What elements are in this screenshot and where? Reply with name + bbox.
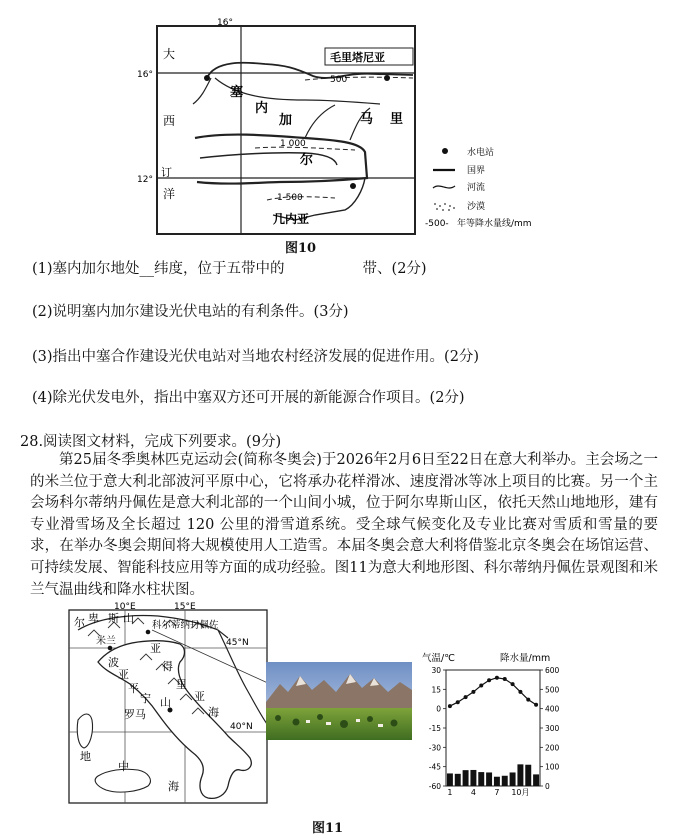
- label-alps-1: 尔: [74, 616, 85, 629]
- label-med-2: 中: [118, 760, 129, 773]
- temp-tick-label: -30: [428, 743, 441, 753]
- q28-material: [30, 450, 658, 601]
- temp-tick-label: 30: [431, 666, 441, 675]
- temp-line: [450, 678, 536, 706]
- precip-bar: [463, 770, 469, 786]
- lon-label-15e: 15°E: [174, 602, 196, 612]
- cortina-landscape-photo: [266, 662, 412, 740]
- temp-point: [464, 695, 468, 699]
- question-1: [32, 257, 427, 278]
- label-milan: 米兰: [96, 636, 116, 647]
- temp-point: [479, 683, 483, 687]
- isohyet-label-500: 500: [330, 75, 348, 85]
- precip-bar: [470, 770, 476, 786]
- precip-bar: [455, 774, 461, 786]
- precip-tick-label: 600: [545, 666, 560, 675]
- precip-bar: [525, 765, 531, 786]
- temp-tick-label: -15: [428, 724, 441, 733]
- label-senegal-2: 内: [255, 101, 269, 116]
- precip-tick-label: 400: [545, 704, 560, 714]
- legend-label-hydro: 水电站: [467, 148, 495, 158]
- question-1-part1: (1)塞内加尔地处__纬度，位于五带中的: [32, 261, 285, 277]
- month-tick-label: 4: [470, 788, 476, 797]
- legend-label-desert: 沙漠: [467, 202, 486, 212]
- temp-axis-label: 气温/℃: [422, 653, 455, 664]
- isohyet-icon: -500-: [425, 219, 449, 229]
- precip-tick-label: 300: [545, 724, 560, 733]
- temp-point: [518, 690, 522, 694]
- precip-tick-label: 200: [545, 743, 560, 753]
- question-1-part2: 带、(2分): [362, 261, 427, 277]
- temp-point: [456, 700, 460, 704]
- precip-bar: [533, 774, 539, 786]
- label-adriatic-3: 里: [176, 678, 187, 691]
- milan-climate-chart: [418, 648, 568, 798]
- temp-point: [526, 698, 530, 702]
- month-tick-label: 1: [447, 788, 453, 797]
- q28-header: 28.阅读图文材料，完成下列要求。(9分): [20, 434, 282, 450]
- senegal-map: [137, 18, 565, 235]
- temp-point: [495, 676, 499, 680]
- label-ocean-2: 西: [163, 114, 176, 128]
- lon-label-16: 16°: [217, 18, 233, 28]
- label-guinea: 几内亚: [273, 212, 310, 226]
- question-4: (4)除光伏发电外，指出中塞双方还可开展的新能源合作项目。(2分): [32, 390, 465, 406]
- label-adriatic-1: 亚: [150, 642, 161, 655]
- temp-point: [511, 682, 515, 686]
- label-gambia-frag: 订: [161, 166, 172, 179]
- legend-label-river: 河流: [467, 183, 486, 193]
- label-ocean-3: 洋: [163, 187, 176, 201]
- italy-map: [68, 600, 268, 805]
- legend-label-border: 国界: [467, 166, 486, 176]
- temp-tick-label: -45: [428, 762, 441, 772]
- label-med-1: 地: [80, 750, 91, 763]
- label-apennine-4: 山: [160, 696, 171, 709]
- label-senegal-4: 尔: [300, 153, 314, 168]
- month-tick-label: 10月: [511, 788, 530, 797]
- temp-tick-label: 15: [431, 685, 441, 695]
- lat-label-12: 12°: [137, 175, 153, 185]
- temp-point: [487, 678, 491, 682]
- temp-point: [471, 690, 475, 694]
- label-mauritania: 毛里塔尼亚: [330, 51, 385, 64]
- label-apennine-1: 亚: [118, 668, 129, 681]
- question-2: (2)说明塞内加尔建设光伏电站的有利条件。(3分): [32, 304, 349, 320]
- label-senegal-3: 加: [279, 113, 293, 128]
- temp-point: [503, 677, 507, 681]
- lat-label-40n: 40°N: [230, 722, 253, 732]
- precip-bar: [517, 764, 523, 786]
- label-apennine-3: 宁: [140, 692, 151, 705]
- label-adriatic-5: 海: [208, 706, 219, 719]
- label-rome: 罗马: [124, 708, 146, 721]
- precip-tick-label: 500: [545, 685, 560, 695]
- label-ocean-1: 大: [163, 47, 176, 61]
- temp-point: [534, 703, 538, 707]
- lon-label-10e: 10°E: [114, 602, 136, 612]
- legend-label-isohyet: 年等降水量线/mm: [457, 219, 532, 229]
- precip-bar: [447, 773, 453, 786]
- label-alps-4: 山: [123, 612, 134, 625]
- label-apennine-2: 平: [128, 682, 139, 695]
- climate-plot-area: [429, 666, 560, 797]
- dot-icon: [442, 148, 448, 154]
- temp-point: [448, 704, 452, 708]
- isohyet-label-1000: 1 000: [280, 139, 306, 149]
- precip-tick-label: 0: [545, 782, 550, 791]
- label-med-3: 海: [168, 780, 179, 793]
- label-mali-1: 马: [360, 112, 374, 127]
- lat-label-45n: 45°N: [226, 638, 249, 648]
- temp-tick-label: -60: [428, 782, 441, 791]
- label-adriatic-2: 得: [162, 660, 173, 673]
- precip-tick-label: 100: [545, 762, 560, 772]
- precip-bar: [478, 772, 484, 786]
- lat-label-16: 16°: [137, 70, 153, 80]
- precip-bar: [486, 772, 492, 786]
- precip-bar: [510, 772, 516, 786]
- label-alps-3: 斯: [108, 612, 119, 625]
- figure11-caption: 图11: [312, 821, 344, 836]
- month-tick-label: 7: [494, 788, 500, 797]
- temp-tick-label: 0: [436, 704, 441, 714]
- isohyet-label-1500: 1 500: [277, 193, 303, 203]
- q28-paragraph: 第25届冬季奥林匹克运动会(简称冬奥会)于2026年2月6日至22日在意大利举办。主会场之一的米兰位于意大利北部波河平原中心，它将承办花样滑冰、速度滑冰等冰上项目的比赛。另一个主会场科尔蒂纳丹佩佐是意大利北部的一个山间小城，位于阿尔卑斯山区，依托天然山地地形，建有专业滑雪场及全长超过 120 公里的滑雪道系统。受全球气候变化及专业比赛对雪质和雪量的要求，在举办冬奥会期间将大规模使用人工造雪。本届冬奥会意大利将借鉴北京冬奥会在场馆运营、可持续发展、智能科技应用等方面的成功经验。图11为意大利地形图、科尔蒂纳丹佩佐景观图和米兰气温曲线和降水柱状图。: [30, 452, 658, 598]
- precip-axis-label: 降水量/mm: [500, 653, 551, 664]
- label-alps-2: 卑: [88, 612, 99, 625]
- label-senegal-1: 塞: [230, 85, 244, 100]
- precip-bar: [502, 776, 508, 786]
- precip-bar: [494, 777, 500, 786]
- label-adriatic-4: 亚: [194, 690, 205, 703]
- figure10-caption: 图10: [285, 241, 317, 256]
- question-3: (3)指出中塞合作建设光伏电站对当地农村经济发展的促进作用。(2分): [32, 349, 480, 365]
- label-mali-2: 里: [390, 112, 404, 127]
- label-po: 波: [108, 656, 119, 669]
- label-cortina: 科尔蒂纳丹佩佐: [152, 620, 219, 631]
